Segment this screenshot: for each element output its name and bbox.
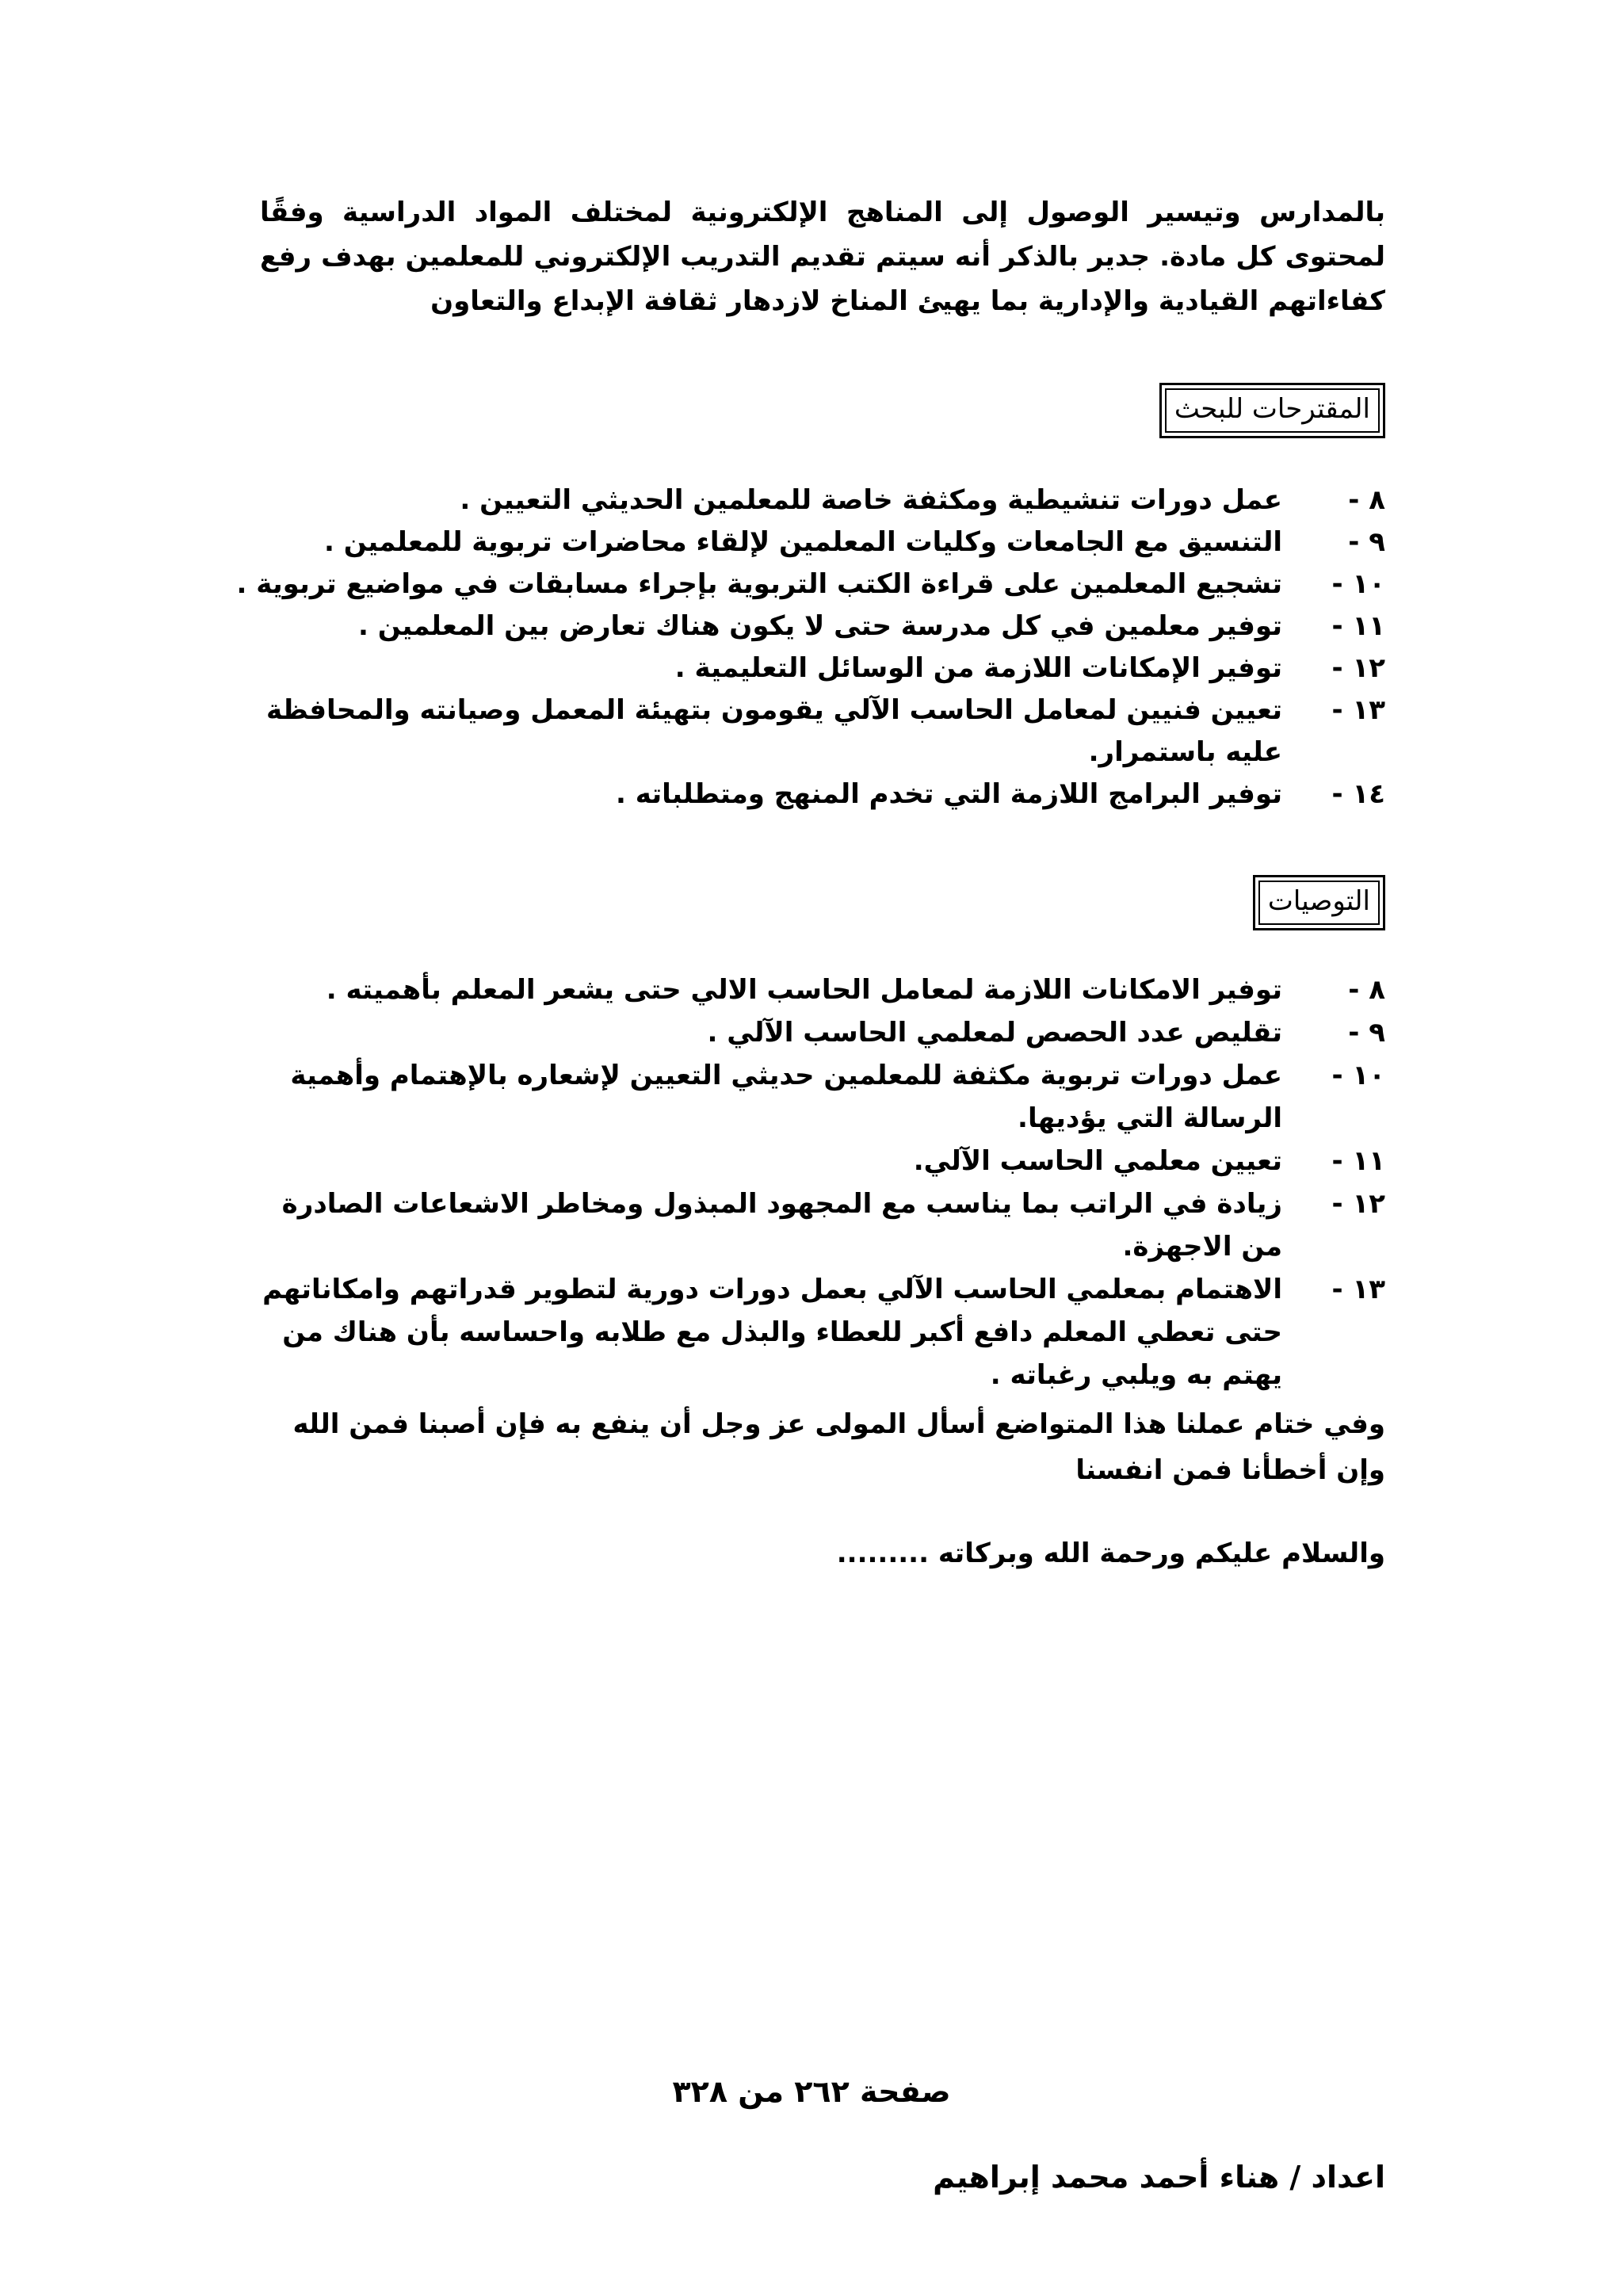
item-number: ١٤ - [1331, 778, 1385, 810]
item-text: توفير البرامج اللازمة التي تخدم المنهج ومتطلباته . [616, 778, 1282, 810]
proposals-list [236, 479, 1385, 816]
recommendations-heading: التوصيات [1258, 881, 1380, 925]
intro-paragraph: بالمدارس وتيسير الوصول إلى المناهج الإلكترونية لمختلف المواد الدراسية وفقًا لمحتوى كل مادة. جدير بالذكر أنه سيتم تقديم التدريب الإلكتروني للمعلمين بهدف رفع كفاءاتهم القيادية والإدارية بما يهيئ المناخ لازدهار ثقافة الإبداع والتعاون [260, 197, 1385, 317]
list-item [236, 690, 1385, 774]
item-number: ١٠ - [1331, 1060, 1385, 1091]
list-item [236, 968, 1385, 1011]
item-number: ١٢ - [1331, 652, 1385, 684]
list-item [236, 521, 1385, 563]
item-number: ١١ - [1331, 610, 1385, 642]
list-item [236, 606, 1385, 648]
list-item [236, 1268, 1385, 1396]
item-text: عمل دورات تنشيطية ومكثفة خاصة للمعلمين الحديثي التعيين . [460, 484, 1282, 516]
list-item [236, 1182, 1385, 1268]
item-number: ٩ - [1348, 526, 1385, 558]
item-number: ٩ - [1348, 1017, 1385, 1049]
list-item [236, 648, 1385, 690]
list-item [236, 479, 1385, 521]
list-item [236, 774, 1385, 816]
recommendations-heading-box [1253, 875, 1385, 930]
item-text: توفير الإمكانات اللازمة من الوسائل التعليمية . [674, 652, 1282, 684]
item-number: ١٣ - [1331, 694, 1385, 726]
author-credit: اعداد / هناء أحمد محمد إبراهيم [933, 2160, 1385, 2195]
item-text: تقليص عدد الحصص لمعلمي الحاسب الآلي . [707, 1017, 1282, 1049]
item-text: تعيين فنيين لمعامل الحاسب الآلي يقومون بتهيئة المعمل وصيانته والمحافظة عليه باستمرار. [266, 694, 1282, 768]
closing-paragraph: وفي ختام عملنا هذا المتواضع أسأل المولى عز وجل أن ينفع به فإن أصبنا فمن الله وإن أخطأنا فمن انفسنا [292, 1408, 1385, 1486]
farewell-line: والسلام عليكم ورحمة الله وبركاته ......... [836, 1538, 1385, 1569]
proposals-heading: المقترحات للبحث [1165, 388, 1380, 433]
item-text: الاهتمام بمعلمي الحاسب الآلي بعمل دورات دورية لتطوير قدراتهم وامكاناتهم حتى تعطي المعلم دافع أكبر للعطاء والبذل مع طلابه واحساسه بأن هناك من يهتم به ويلبي رغباته . [262, 1274, 1282, 1391]
item-text: تعيين معلمي الحاسب الآلي. [913, 1145, 1282, 1177]
page-number: صفحة ٢٦٢ من ٣٢٨ [672, 2074, 951, 2109]
list-item [236, 1054, 1385, 1140]
item-number: ٨ - [1348, 974, 1385, 1006]
item-number: ١١ - [1331, 1145, 1385, 1177]
list-item [236, 1011, 1385, 1054]
proposals-heading-box [1159, 383, 1385, 438]
item-number: ١٣ - [1331, 1274, 1385, 1305]
item-number: ١٢ - [1331, 1188, 1385, 1220]
item-number: ١٠ - [1331, 568, 1385, 600]
item-number: ٨ - [1348, 484, 1385, 516]
item-text: توفير الامكانات اللازمة لمعامل الحاسب الالي حتى يشعر المعلم بأهميته . [326, 974, 1282, 1006]
list-item [236, 1140, 1385, 1182]
item-text: عمل دورات تربوية مكثفة للمعلمين حديثي التعيين لإشعاره بالإهتمام وأهمية الرسالة التي يؤديها. [290, 1060, 1282, 1134]
list-item [236, 563, 1385, 606]
item-text: زيادة في الراتب بما يناسب مع المجهود المبذول ومخاطر الاشعاعات الصادرة من الاجهزة. [281, 1188, 1282, 1263]
recommendations-list [236, 968, 1385, 1396]
item-text: تشجيع المعلمين على قراءة الكتب التربوية بإجراء مسابقات في مواضيع تربوية . [236, 568, 1282, 600]
item-text: التنسيق مع الجامعات وكليات المعلمين لإلقاء محاضرات تربوية للمعلمين . [323, 526, 1282, 558]
item-text: توفير معلمين في كل مدرسة حتى لا يكون هناك تعارض بين المعلمين . [357, 610, 1282, 642]
